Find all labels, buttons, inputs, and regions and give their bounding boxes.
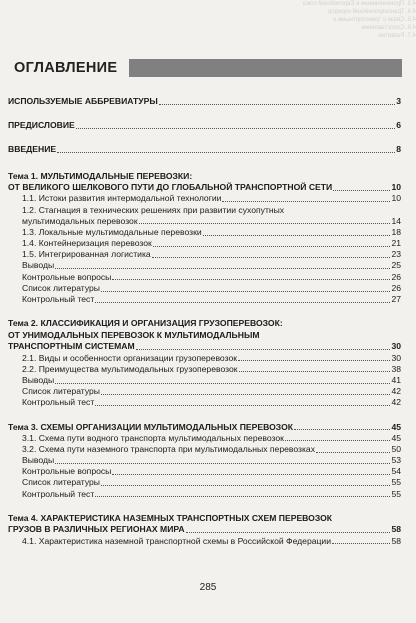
toc-subentry[interactable] bbox=[8, 536, 401, 547]
dot-leader bbox=[159, 104, 395, 105]
toc-subentry[interactable] bbox=[8, 216, 401, 227]
entry-title: 3.1. Схема пути водного транспорта мультимодальных перевозок bbox=[22, 432, 284, 443]
entry-page: 45 bbox=[391, 421, 401, 432]
entry-page: 38 bbox=[391, 363, 401, 374]
entry-page: 55 bbox=[391, 477, 401, 488]
entry-page: 53 bbox=[391, 455, 401, 466]
theme-title-line: Тема 4. ХАРАКТЕРИСТИКА НАЗЕМНЫХ ТРАНСПОРТНЫХ СХЕМ ПЕРЕВОЗОК bbox=[8, 512, 333, 523]
contents-heading bbox=[14, 58, 402, 78]
entry-page: 58 bbox=[391, 535, 401, 546]
contents-title: ОГЛАВЛЕНИЕ bbox=[14, 60, 118, 76]
dot-leader bbox=[112, 474, 390, 475]
table-of-contents bbox=[8, 96, 401, 547]
theme-entry[interactable] bbox=[8, 341, 401, 352]
bleed-line: 4.6. Сопоставление bbox=[361, 25, 416, 31]
entry-title: Список литературы bbox=[22, 282, 100, 293]
entry-title: 1.5. Интегрированная логистика bbox=[22, 249, 151, 260]
toc-subentry[interactable] bbox=[8, 455, 401, 466]
toc-subentry[interactable] bbox=[8, 433, 401, 444]
entry-title: Контрольный тест bbox=[22, 397, 95, 408]
toc-subentry[interactable] bbox=[8, 397, 401, 408]
toc-subentry[interactable] bbox=[8, 375, 401, 386]
entry-title: Список литературы bbox=[22, 477, 100, 488]
dot-leader bbox=[76, 128, 395, 129]
entry-title: ГРУЗОВ В РАЗЛИЧНЫХ РЕГИОНАХ МИРА bbox=[8, 524, 185, 535]
entry-title: Контрольные вопросы bbox=[22, 271, 112, 282]
dot-leader bbox=[316, 452, 390, 453]
dot-leader bbox=[112, 279, 390, 280]
entry-title: Контрольные вопросы bbox=[22, 466, 112, 477]
dot-leader bbox=[95, 302, 390, 303]
bleed-line: 4.7. Развитие bbox=[378, 33, 416, 39]
entry-title: Контрольный тест bbox=[22, 294, 95, 305]
entry-page: 41 bbox=[391, 374, 401, 385]
entry-page: 50 bbox=[391, 443, 401, 454]
dot-leader bbox=[238, 360, 390, 361]
dot-leader bbox=[101, 394, 390, 395]
entry-title: Выводы bbox=[22, 455, 55, 466]
dot-leader bbox=[95, 405, 390, 406]
toc-subentry[interactable] bbox=[8, 227, 401, 238]
toc-entry[interactable] bbox=[8, 96, 401, 107]
toc-subentry[interactable] bbox=[8, 260, 401, 271]
dot-leader bbox=[239, 371, 391, 372]
page-number: 285 bbox=[199, 582, 217, 593]
dot-leader bbox=[55, 463, 390, 464]
entry-page: 30 bbox=[391, 352, 401, 363]
dot-leader bbox=[203, 235, 391, 236]
dot-leader bbox=[333, 190, 390, 191]
heading-bar bbox=[129, 59, 402, 77]
dot-leader bbox=[139, 223, 391, 224]
entry-title: 1.2. Стагнация в технических решениях при развитии сухопутных bbox=[22, 204, 285, 215]
theme-entry[interactable] bbox=[8, 182, 401, 193]
entry-page: 27 bbox=[391, 294, 401, 305]
entry-title: Выводы bbox=[22, 374, 55, 385]
entry-page: 18 bbox=[391, 226, 401, 237]
entry-page: 45 bbox=[391, 432, 401, 443]
dot-leader bbox=[136, 349, 391, 350]
dot-leader bbox=[222, 201, 390, 202]
toc-subentry[interactable] bbox=[8, 444, 401, 455]
dot-leader bbox=[55, 383, 390, 384]
entry-title: 2.1. Виды и особенности организации грузоперевозок bbox=[22, 352, 237, 363]
entry-title: Контрольный тест bbox=[22, 488, 95, 499]
entry-title: 1.1. Истоки развития интермодальной технологии bbox=[22, 193, 222, 204]
theme-title-line: Тема 2. КЛАССИФИКАЦИЯ И ОРГАНИЗАЦИЯ ГРУЗОПЕРЕВОЗОК: bbox=[8, 318, 283, 329]
entry-page: 55 bbox=[391, 488, 401, 499]
theme-block bbox=[8, 318, 401, 408]
entry-title: ВВЕДЕНИЕ bbox=[8, 144, 57, 155]
theme-entry[interactable] bbox=[8, 422, 401, 433]
entry-title: ТРАНСПОРТНЫМ СИСТЕМАМ bbox=[8, 341, 135, 352]
entry-page: 3 bbox=[396, 95, 401, 106]
entry-title: Тема 3. СХЕМЫ ОРГАНИЗАЦИИ МУЛЬТИМОДАЛЬНЫХ ПЕРЕВОЗОК bbox=[8, 421, 293, 432]
entry-title: ИСПОЛЬЗУЕМЫЕ АББРЕВИАТУРЫ bbox=[8, 95, 158, 106]
entry-title: 1.3. Локальные мультимодальные перевозки bbox=[22, 226, 202, 237]
entry-page: 8 bbox=[396, 144, 401, 155]
entry-title: 2.2. Преимущества мультимодальных грузоперевозок bbox=[22, 363, 238, 374]
toc-subentry[interactable] bbox=[8, 477, 401, 488]
dot-leader bbox=[101, 485, 390, 486]
entry-page: 26 bbox=[391, 282, 401, 293]
entry-page: 42 bbox=[391, 386, 401, 397]
toc-subentry[interactable] bbox=[8, 294, 401, 305]
entry-page: 54 bbox=[391, 466, 401, 477]
toc-subentry[interactable] bbox=[8, 386, 401, 397]
dot-leader bbox=[285, 440, 391, 441]
dot-leader bbox=[152, 257, 391, 258]
entry-page: 6 bbox=[396, 120, 401, 131]
theme-entry[interactable] bbox=[8, 524, 401, 535]
entry-title: Выводы bbox=[22, 260, 55, 271]
entry-page: 30 bbox=[391, 341, 401, 352]
entry-title: Список литературы bbox=[22, 386, 100, 397]
bleed-through-text bbox=[250, 0, 416, 40]
toc-subentry[interactable] bbox=[8, 205, 401, 216]
dot-leader bbox=[57, 152, 395, 153]
bleed-line: 4.3. Проникновение в Европейский союз bbox=[302, 1, 416, 7]
bleed-line: 4.5. Связи с транспортными и bbox=[332, 17, 416, 23]
toc-subentry[interactable] bbox=[8, 193, 401, 204]
entry-page: 26 bbox=[391, 271, 401, 282]
dot-leader bbox=[153, 246, 391, 247]
dot-leader bbox=[332, 543, 390, 544]
toc-subentry[interactable] bbox=[8, 489, 401, 500]
dot-leader bbox=[101, 291, 390, 292]
toc-subentry[interactable] bbox=[8, 283, 401, 294]
entry-page: 10 bbox=[391, 193, 401, 204]
entry-title: мультимодальных перевозок bbox=[22, 215, 138, 226]
dot-leader bbox=[294, 429, 390, 430]
entry-title: 4.1. Характеристика наземной транспортной схемы в Российской Федерации bbox=[22, 535, 332, 546]
theme-block bbox=[8, 513, 401, 547]
entry-title: ОТ ВЕЛИКОГО ШЕЛКОВОГО ПУТИ ДО ГЛОБАЛЬНОЙ ТРАНСПОРТНОЙ СЕТИ bbox=[8, 182, 333, 193]
entry-page: 23 bbox=[391, 249, 401, 260]
theme-block bbox=[8, 171, 401, 306]
entry-page: 21 bbox=[391, 238, 401, 249]
entry-title: 3.2. Схема пути наземного транспорта при мультимодальных перевозках bbox=[22, 443, 316, 454]
theme-block bbox=[8, 422, 401, 500]
toc-entry[interactable] bbox=[8, 120, 401, 131]
toc-subentry[interactable] bbox=[8, 353, 401, 364]
theme-title-line: Тема 1. МУЛЬТИМОДАЛЬНЫЕ ПЕРЕВОЗКИ: bbox=[8, 170, 193, 181]
dot-leader bbox=[95, 496, 390, 497]
bleed-line: 4.4. Трансевропейский коридор bbox=[327, 9, 416, 15]
toc-subentry[interactable] bbox=[8, 466, 401, 477]
entry-title: ПРЕДИСЛОВИЕ bbox=[8, 120, 75, 131]
entry-page: 42 bbox=[391, 397, 401, 408]
entry-page: 10 bbox=[391, 182, 401, 193]
toc-subentry[interactable] bbox=[8, 364, 401, 375]
dot-leader bbox=[186, 532, 391, 533]
entry-page: 25 bbox=[391, 260, 401, 271]
toc-subentry[interactable] bbox=[8, 238, 401, 249]
dot-leader bbox=[55, 268, 390, 269]
toc-subentry[interactable] bbox=[8, 249, 401, 260]
toc-subentry[interactable] bbox=[8, 272, 401, 283]
theme-title-line: ОТ УНИМОДАЛЬНЫХ ПЕРЕВОЗОК К МУЛЬТИМОДАЛЬНЫМ bbox=[8, 329, 260, 340]
entry-page: 14 bbox=[391, 215, 401, 226]
entry-page: 58 bbox=[391, 524, 401, 535]
entry-title: 1.4. Контейнеризация перевозок bbox=[22, 238, 152, 249]
toc-entry[interactable] bbox=[8, 144, 401, 155]
